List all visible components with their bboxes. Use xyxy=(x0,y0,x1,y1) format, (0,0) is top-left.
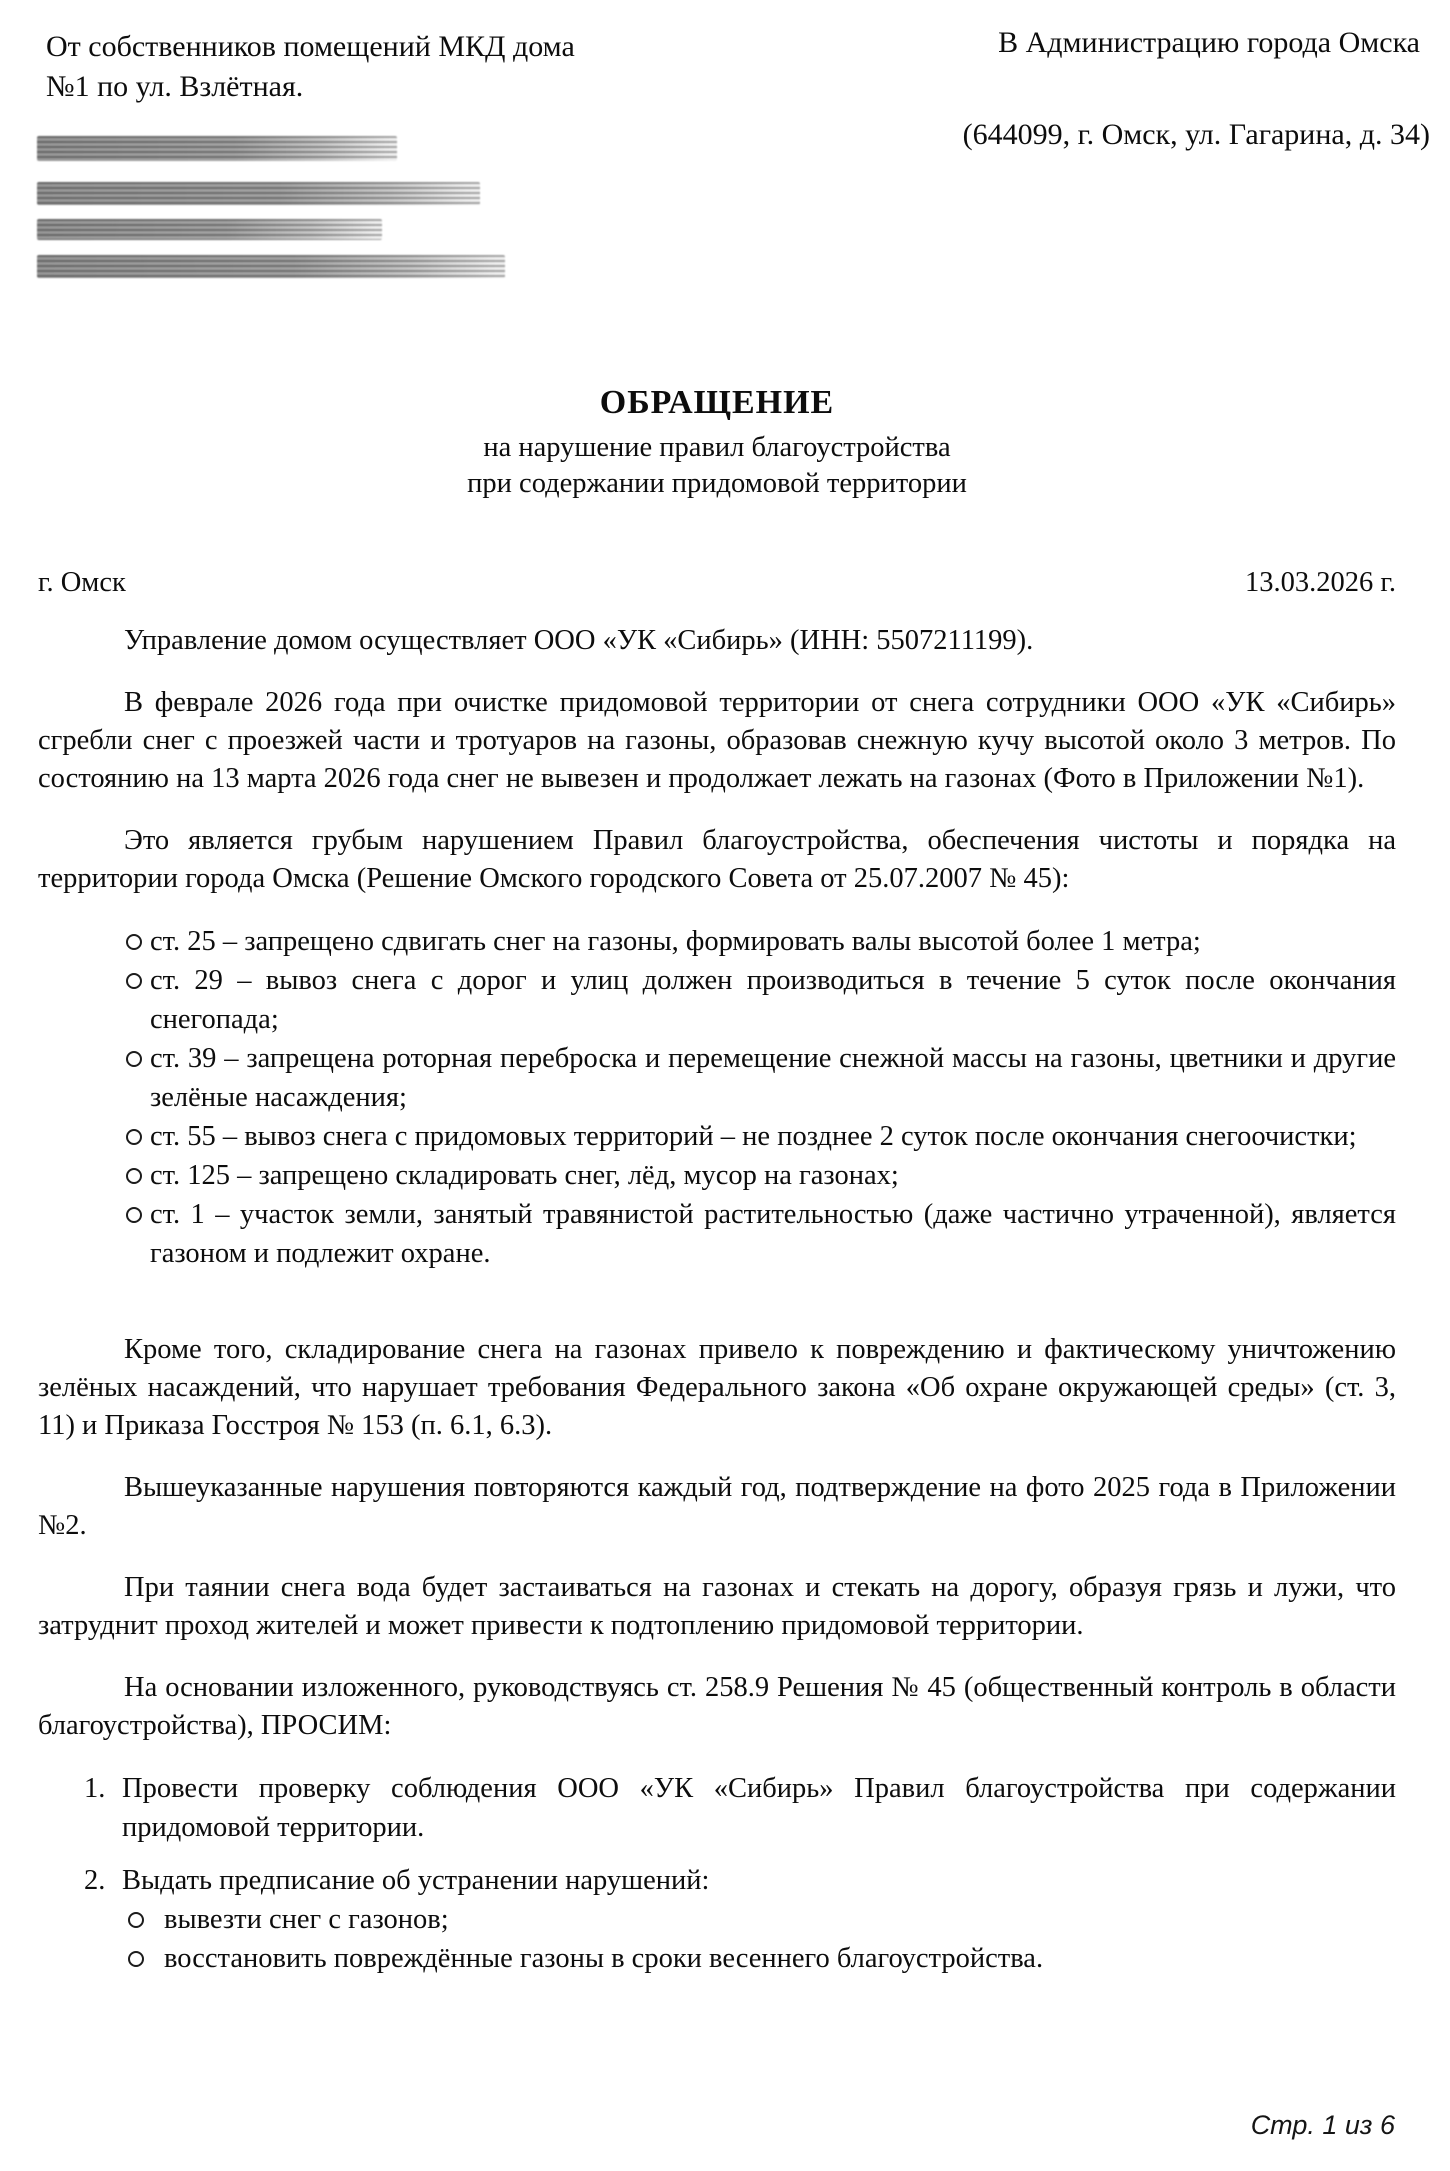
sub-request-text: восстановить повреждённые газоны в сроки весеннего благоустройства. xyxy=(164,1943,1044,1974)
paragraph-management: Управление домом осуществляет ООО «УК «Сибирь» (ИНН: 5507211199). xyxy=(124,625,1034,656)
document-body xyxy=(38,383,1396,1992)
violation-item xyxy=(38,922,1396,961)
sender-line-2: №1 по ул. Взлётная. xyxy=(46,70,304,103)
violation-item xyxy=(38,1039,1396,1117)
subtitle-line-1: на нарушение правил благоустройства xyxy=(483,432,951,463)
violation-item xyxy=(38,961,1396,1039)
city-label: г. Омск xyxy=(38,567,126,598)
sub-request-item xyxy=(122,1939,1396,1978)
sub-request-item xyxy=(122,1900,1396,1939)
circle-bullet-icon xyxy=(126,1051,142,1067)
paragraph-melt-risk: При таянии снега вода будет застаиваться на газонах и стекать на дорогу, образуя грязь и лужи, что затруднит проход жителей и может привести к подтоплению придомовой территории. xyxy=(38,1572,1396,1641)
sender-line-1: От собственников помещений МКД дома xyxy=(46,30,575,63)
requests-list xyxy=(38,1769,1396,1978)
redacted-line xyxy=(37,182,480,205)
circle-bullet-icon xyxy=(126,1129,142,1145)
request-item xyxy=(38,1769,1396,1847)
violations-list xyxy=(38,922,1396,1273)
paragraph-violation-intro: Это является грубым нарушением Правил благоустройства, обеспечения чистоты и порядка на территории города Омска (Решение Омского городского Совета от 25.07.2007 № 45): xyxy=(38,825,1396,894)
redacted-line xyxy=(37,136,397,161)
sender-block xyxy=(46,27,606,107)
subtitle-line-2: при содержании придомовой территории xyxy=(467,468,967,499)
violation-text: ст. 1 – участок земли, занятый травянистой растительностью (даже частично утраченной), является газоном и подлежит охране. xyxy=(150,1199,1396,1269)
sub-requests-list xyxy=(122,1900,1396,1978)
violation-item xyxy=(38,1117,1396,1156)
paragraph-incident: В феврале 2026 года при очистке придомовой территории от снега сотрудники ООО «УК «Сибирь» сгребли снег с проезжей части и тротуаров на газоны, образовав снежную кучу высотой около 3 метров. По состоянию на 13 марта 2026 года снег не вывезен и продолжает лежать на газонах (Фото в Приложении №1). xyxy=(38,687,1396,794)
circle-bullet-icon xyxy=(126,1207,142,1223)
meta-row xyxy=(38,564,1396,602)
page-number-label: Стр. 1 из 6 xyxy=(1250,2110,1395,2140)
request-text: Выдать предписание об устранении нарушений: xyxy=(122,1865,710,1896)
circle-bullet-icon xyxy=(126,973,142,989)
document-title: ОБРАЩЕНИЕ xyxy=(599,384,835,421)
request-text: Провести проверку соблюдения ООО «УК «Сибирь» Правил благоустройства при содержании придомовой территории. xyxy=(122,1773,1396,1843)
recipient-address: (644099, г. Омск, ул. Гагарина, д. 34) xyxy=(962,118,1430,151)
recipient-name: В Администрацию города Омска xyxy=(998,26,1420,59)
request-number: 2. xyxy=(84,1865,106,1896)
violation-text: ст. 125 – запрещено складировать снег, лёд, мусор на газонах; xyxy=(150,1160,899,1191)
paragraph-request-intro: На основании изложенного, руководствуясь ст. 258.9 Решения № 45 (общественный контроль в области благоустройства), ПРОСИМ: xyxy=(38,1672,1396,1741)
circle-bullet-icon xyxy=(128,1951,144,1967)
circle-bullet-icon xyxy=(126,1168,142,1184)
sub-request-text: вывезти снег с газонов; xyxy=(164,1904,449,1935)
request-number: 1. xyxy=(84,1773,106,1804)
redacted-line xyxy=(37,255,505,278)
violation-item xyxy=(38,1195,1396,1273)
date-label: 13.03.2026 г. xyxy=(1245,567,1396,598)
request-item xyxy=(38,1861,1396,1978)
circle-bullet-icon xyxy=(128,1912,144,1928)
redacted-line xyxy=(37,219,382,240)
violation-text: ст. 25 – запрещено сдвигать снег на газоны, формировать валы высотой более 1 метра; xyxy=(150,926,1201,957)
paragraph-damage: Кроме того, складирование снега на газонах привело к повреждению и фактическому уничтожению зелёных насаждений, что нарушает требования Федерального закона «Об охране окружающей среды» (ст. 3, 11) и Приказа Госстроя № 153 (п. 6.1, 6.3). xyxy=(38,1334,1396,1441)
circle-bullet-icon xyxy=(126,934,142,950)
violation-text: ст. 29 – вывоз снега с дорог и улиц должен производиться в течение 5 суток после окончания снегопада; xyxy=(150,965,1396,1035)
violation-item xyxy=(38,1156,1396,1195)
violation-text: ст. 39 – запрещена роторная переброска и перемещение снежной массы на газоны, цветники и другие зелёные насаждения; xyxy=(150,1043,1396,1113)
document-subtitle xyxy=(38,430,1396,502)
violation-text: ст. 55 – вывоз снега с придомовых территорий – не позднее 2 суток после окончания снегоочистки; xyxy=(150,1121,1357,1152)
paragraph-recurrence: Вышеуказанные нарушения повторяются каждый год, подтверждение на фото 2025 года в Приложении №2. xyxy=(38,1472,1396,1541)
